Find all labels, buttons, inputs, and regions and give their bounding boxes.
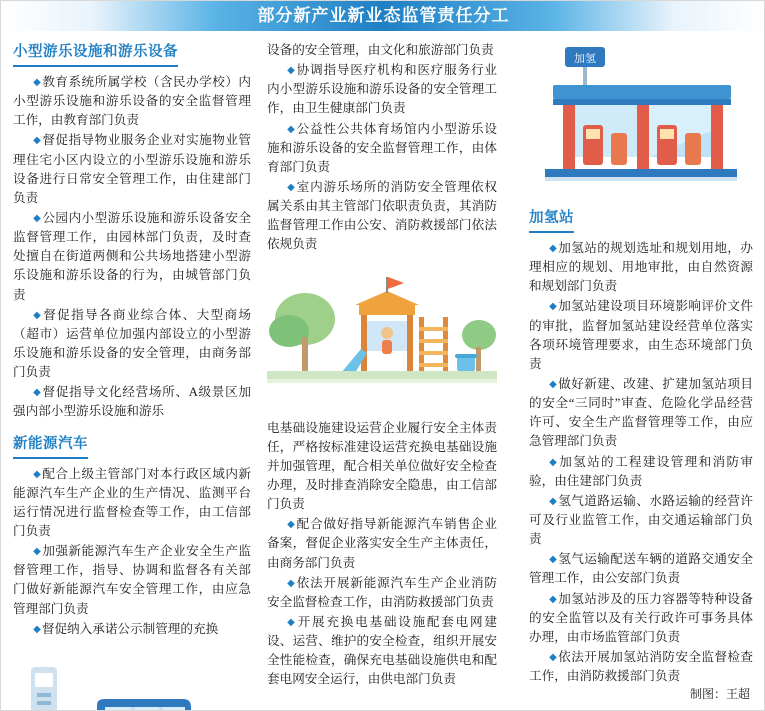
column-middle	[267, 41, 497, 691]
section-heading-hydrogen-station: 加氢站	[529, 207, 574, 233]
column-left	[13, 41, 251, 711]
paragraph-text: 协调指导医疗机构和医疗服务行业内小型游乐设施和游乐设备的安全管理工作，由卫生健康部门负责	[267, 63, 497, 116]
paragraph	[529, 375, 753, 452]
paragraph	[13, 73, 251, 130]
bullet-icon: ◆	[549, 554, 558, 566]
paragraph-text: 督促指导文化经营场所、A级景区加强内部小型游乐设施和游乐	[13, 385, 251, 419]
paragraph-text: 督促指导各商业综合体、大型商场（超市）运营单位加强内部设立的小型游乐设施和游乐设备的安全管理，由商务部门负责	[13, 307, 251, 380]
bullet-icon: ◆	[549, 243, 558, 255]
paragraph	[13, 542, 251, 619]
paragraph	[267, 574, 497, 612]
paragraph-text: 加氢站建设项目环境影响评价文件的审批，监督加氢站建设经营单位落实各项环境管理要求，由生态环境部门负责	[529, 299, 753, 371]
bullet-icon: ◆	[549, 301, 558, 313]
paragraph-text: 督促指导物业服务企业对实施物业管理住宅小区内设立的小型游乐设施和游乐设备进行日常安全管理工作，由住建部门负责	[13, 133, 251, 205]
section-heading-nev: 新能源汽车	[13, 433, 88, 459]
paragraph	[529, 590, 753, 647]
paragraph	[267, 120, 497, 177]
bullet-icon: ◆	[287, 616, 297, 628]
paragraph	[13, 465, 251, 542]
new-energy-vehicles-illustration	[13, 645, 251, 711]
page-title: 部分新产业新业态监管责任分工	[257, 6, 510, 25]
paragraph	[267, 419, 497, 515]
paragraph-text: 加强新能源汽车生产企业安全生产监督管理工作，指导、协调和监督各有关部门做好新能源汽车安全管理工作，由应急管理部门负责	[13, 544, 251, 616]
paragraph-text: 督促纳入承诺公示制管理的充换	[41, 621, 219, 636]
paragraph	[267, 178, 497, 255]
paragraph-text: 开展充换电基础设施配套电网建设、运营、维护的安全检查，组织开展安全性能检查，确保充电基础设施供电和配套电网安全运行，由供电部门负责	[267, 614, 497, 687]
paragraph-text: 配合上级主管部门对本行政区域内新能源汽车生产企业的生产情况、监测平台运行情况进行监督检查等工作，由工信部门负责	[13, 466, 251, 539]
paragraph	[529, 492, 753, 549]
paragraph	[529, 297, 753, 374]
paragraph-text: 电基础设施建设运营企业履行安全主体责任，严格按标准建设运营充换电基础设施并加强管理，配合相关单位做好安全检查办理，及时排查消除安全隐患，由工信部门负责	[267, 420, 497, 512]
bullet-icon: ◆	[287, 519, 296, 531]
bullet-icon: ◆	[549, 495, 558, 507]
paragraph	[267, 61, 497, 118]
paragraph	[529, 648, 753, 686]
bullet-icon: ◆	[287, 577, 296, 589]
bullet-icon: ◆	[549, 379, 558, 391]
paragraph-text: 教育系统所属学校（含民办学校）内小型游乐设施和游乐设备的安全监督管理工作，由教育部门负责	[13, 75, 251, 128]
bullet-icon: ◆	[33, 135, 42, 147]
hydrogen-station-illustration	[529, 41, 753, 201]
column-right	[529, 41, 753, 687]
paragraph-text: 公园内小型游乐设施和游乐设备安全监督管理工作，由园林部门负责，及时查处擅自在街道两侧和公共场地搭建小型游乐设施和游乐设备的行为，由城管部门负责	[13, 211, 251, 302]
paragraph	[529, 453, 753, 491]
paragraph	[267, 613, 497, 690]
section-heading-amusement: 小型游乐设施和游乐设备	[13, 41, 178, 67]
bullet-icon: ◆	[549, 651, 558, 663]
paragraph-text: 加氢站的规划选址和规划用地，办理相应的规划、用地审批，由自然资源和规划部门负责	[529, 241, 753, 294]
paragraph	[13, 620, 251, 639]
paragraph-text: 设备的安全管理，由文化和旅游部门负责	[267, 43, 494, 57]
svg-text:加氢: 加氢	[574, 53, 596, 65]
paragraph	[13, 131, 251, 208]
paragraph	[267, 41, 497, 60]
paragraph	[529, 550, 753, 588]
bullet-icon: ◆	[33, 623, 41, 635]
bullet-icon: ◆	[33, 387, 42, 399]
paragraph-text: 加氢站涉及的压力容器等特种设备的安全监管以及有关行政许可事务具体办理，由市场监管部门负责	[529, 591, 753, 644]
paragraph-text: 配合做好指导新能源汽车销售企业备案，督促企业落实安全生产主体责任，由商务部门负责	[267, 517, 497, 570]
bullet-icon: ◆	[33, 77, 42, 89]
paragraph	[267, 515, 497, 572]
paragraph-text: 依法开展加氢站消防安全监督检查工作，由消防救援部门负责	[529, 649, 753, 684]
paragraph-text: 公益性公共体育场馆内小型游乐设施和游乐设备的安全监督管理工作，由体育部门负责	[267, 121, 497, 174]
bullet-icon: ◆	[287, 65, 296, 77]
paragraph	[13, 383, 251, 421]
bullet-icon: ◆	[33, 309, 43, 321]
bullet-icon: ◆	[549, 456, 559, 468]
bullet-icon: ◆	[33, 468, 42, 480]
paragraph	[13, 209, 251, 305]
playground-illustration	[267, 261, 497, 411]
paragraph-text: 氢气道路运输、水路运输的经营许可及行业监管工作，由交通运输部门负责	[529, 493, 753, 547]
paragraph	[13, 306, 251, 383]
credit-line: 制图：王超	[689, 687, 750, 701]
bullet-icon: ◆	[33, 213, 42, 225]
bullet-icon: ◆	[287, 181, 296, 193]
paragraph-text: 依法开展新能源汽车生产企业消防安全监督检查工作，由消防救援部门负责	[267, 575, 497, 609]
bullet-icon: ◆	[549, 593, 558, 605]
paragraph-text: 加氢站的工程建设管理和消防审验，由住建部门负责	[529, 454, 753, 488]
bullet-icon: ◆	[33, 546, 42, 558]
paragraph-text: 室内游乐场所的消防安全管理依权属关系由其主管部门依职责负责，其消防监督管理工作由公安、消防救援部门依法依规负责	[267, 179, 497, 252]
bullet-icon: ◆	[287, 123, 296, 135]
paragraph-text: 做好新建、改建、扩建加氢站项目的安全“三同时”审查、危险化学品经营许可、安全生产监督管理等工作，由应急管理部门负责	[529, 377, 753, 449]
paragraph	[529, 239, 753, 296]
paragraph-text: 氢气运输配送车辆的道路交通安全管理工作，由公安部门负责	[529, 552, 753, 586]
